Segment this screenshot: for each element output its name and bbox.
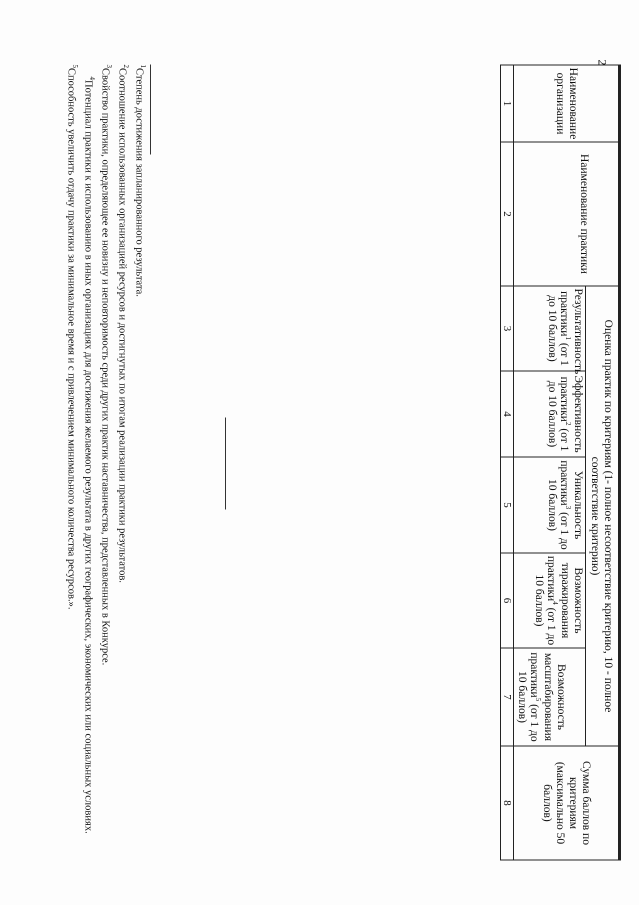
header-sum: Сумма баллов по критериям (максимально 50 баллов)	[513, 746, 618, 860]
footnote: $^5$Способность увеличить отдачу практики за минимальное время и с привлечением минимального количества ресурсов.».	[65, 64, 79, 610]
column-number: 3	[500, 286, 513, 371]
column-number: 2	[500, 142, 513, 286]
column-number: 4	[500, 371, 513, 457]
rotated-page-content	[17, 65, 621, 860]
footnote-rule	[150, 65, 151, 155]
header-criterion-3: Уникальность практики$^3$ (от 1 до 10 баллов)	[513, 457, 585, 553]
footnote: $^3$Свойство практики, определяющее ее новизну и неповторимость среди других практик наставничества, представленных в Конкурсе.	[99, 64, 113, 666]
column-number: 1	[500, 65, 513, 142]
column-number: 8	[500, 746, 513, 860]
column-number-row	[500, 65, 513, 860]
footnote: $^2$Соотношение использованных организацией ресурсов и достигнутых по итогам реализации практики результатов.	[116, 64, 130, 583]
separator-line	[225, 418, 226, 510]
header-criterion-2: Эффективность практики$^2$ (от 1 до 10 баллов)	[513, 371, 585, 457]
header-organization: Наименование организации	[513, 65, 618, 142]
footnote: $^4$Потенциал практики к использованию в иных организациях для достижения желаемого результата в других географических, экономических или социальных условиях.	[82, 76, 96, 834]
column-number: 5	[500, 457, 513, 553]
header-practice-name: Наименование практики	[513, 142, 618, 286]
header-criterion-5: Возможность масштабирования практики$^5$ (от 1 до 10 баллов)	[513, 648, 585, 746]
header-criterion-1: Результативность практики$^1$ (от 1 до 10 баллов)	[513, 286, 585, 371]
page-number: 2	[595, 59, 610, 66]
column-number: 6	[500, 553, 513, 648]
footnote: $^1$Степень достижения запланированного результата.	[133, 64, 147, 297]
header-criteria-group: Оценка практик по критериям (1- полное несоответствие критерию, 10 - полное соответствие критерию)	[586, 286, 619, 746]
criteria-table	[500, 65, 621, 861]
footnotes	[64, 65, 149, 860]
column-number: 7	[500, 648, 513, 746]
header-criterion-4: Возможность тиражирования практики$^4$ (от 1 до 10 баллов)	[513, 553, 585, 648]
